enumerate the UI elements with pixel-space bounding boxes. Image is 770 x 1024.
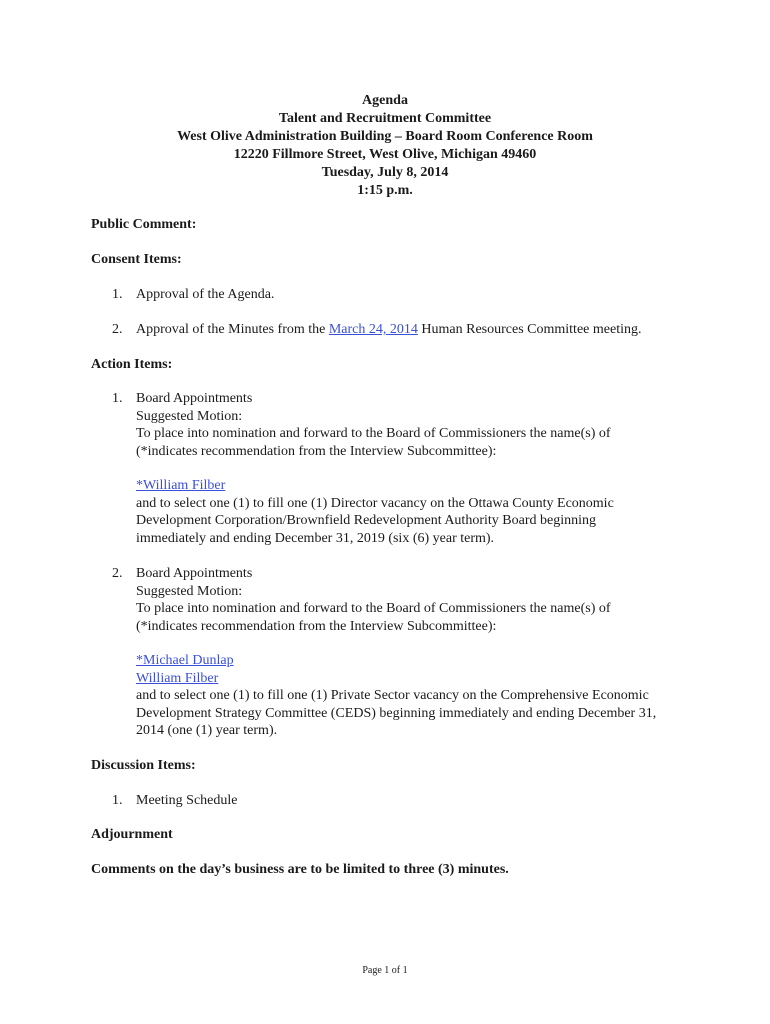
comments-note: Comments on the day’s business are to be limited to three (3) minutes. <box>91 862 509 877</box>
consent-item-1 <box>112 286 692 304</box>
action-items-heading: Action Items: <box>91 357 173 372</box>
item-text: Meeting Schedule <box>136 793 238 808</box>
item-text-before: Approval of the Minutes from the <box>136 322 329 337</box>
appointment-details: immediately and ending December 31, 2019 (six (6) year term). <box>136 530 495 546</box>
item-title: Board Appointments <box>136 566 253 581</box>
action-item-2 <box>112 565 692 740</box>
discussion-items-heading: Discussion Items: <box>91 758 196 773</box>
header-committee: Talent and Recruitment Committee <box>278 111 492 126</box>
appointment-details: Development Corporation/Brownfield Redevelopment Authority Board beginning <box>136 513 596 528</box>
nominee-link-michael-dunlap[interactable]: *Michael Dunlap <box>136 653 234 668</box>
discussion-item-1 <box>112 792 692 810</box>
motion-description: (*indicates recommendation from the Interview Subcommittee): <box>136 443 497 459</box>
item-number: 1. <box>112 391 123 406</box>
item-text-after: Human Resources Committee meeting. <box>417 322 642 337</box>
item-text: Approval of the Agenda. <box>136 287 275 302</box>
item-number: 1. <box>112 793 123 808</box>
header-time: 1:15 p.m. <box>357 183 413 198</box>
nominee-link-william-filber[interactable]: William Filber <box>136 670 219 686</box>
header-date: Tuesday, July 8, 2014 <box>321 165 449 180</box>
agenda-header <box>0 92 770 200</box>
item-number: 2. <box>112 322 123 337</box>
motion-description: To place into nomination and forward to the Board of Commissioners the name(s) of <box>136 426 611 441</box>
item-title: Board Appointments <box>136 391 253 406</box>
nominee-link-william-filber[interactable]: *William Filber <box>136 478 226 493</box>
header-location: West Olive Administration Building – Board Room Conference Room <box>177 129 593 144</box>
header-address: 12220 Fillmore Street, West Olive, Michigan 49460 <box>233 147 537 162</box>
consent-item-2 <box>112 321 692 339</box>
item-text <box>136 321 692 339</box>
minutes-link[interactable]: March 24, 2014 <box>328 322 418 337</box>
item-number: 2. <box>112 566 123 581</box>
action-item-1 <box>112 390 692 547</box>
appointment-details: and to select one (1) to fill one (1) Director vacancy on the Ottawa County Economic <box>136 495 614 511</box>
suggested-motion: Suggested Motion: <box>136 408 243 424</box>
suggested-motion: Suggested Motion: <box>136 583 243 599</box>
item-number: 1. <box>112 287 123 302</box>
header-title: Agenda <box>362 93 408 108</box>
public-comment-heading: Public Comment: <box>91 217 197 232</box>
appointment-details: 2014 (one (1) year term). <box>136 723 278 738</box>
appointment-details: and to select one (1) to fill one (1) Private Sector vacancy on the Comprehensive Economic <box>136 688 649 703</box>
consent-items-heading: Consent Items: <box>91 252 182 267</box>
adjournment-heading: Adjournment <box>91 827 173 842</box>
motion-description: (*indicates recommendation from the Interview Subcommittee): <box>136 618 497 634</box>
page-number: Page 1 of 1 <box>362 965 408 976</box>
motion-description: To place into nomination and forward to the Board of Commissioners the name(s) of <box>136 601 611 616</box>
appointment-details: Development Strategy Committee (CEDS) beginning immediately and ending December 31, <box>136 705 657 721</box>
